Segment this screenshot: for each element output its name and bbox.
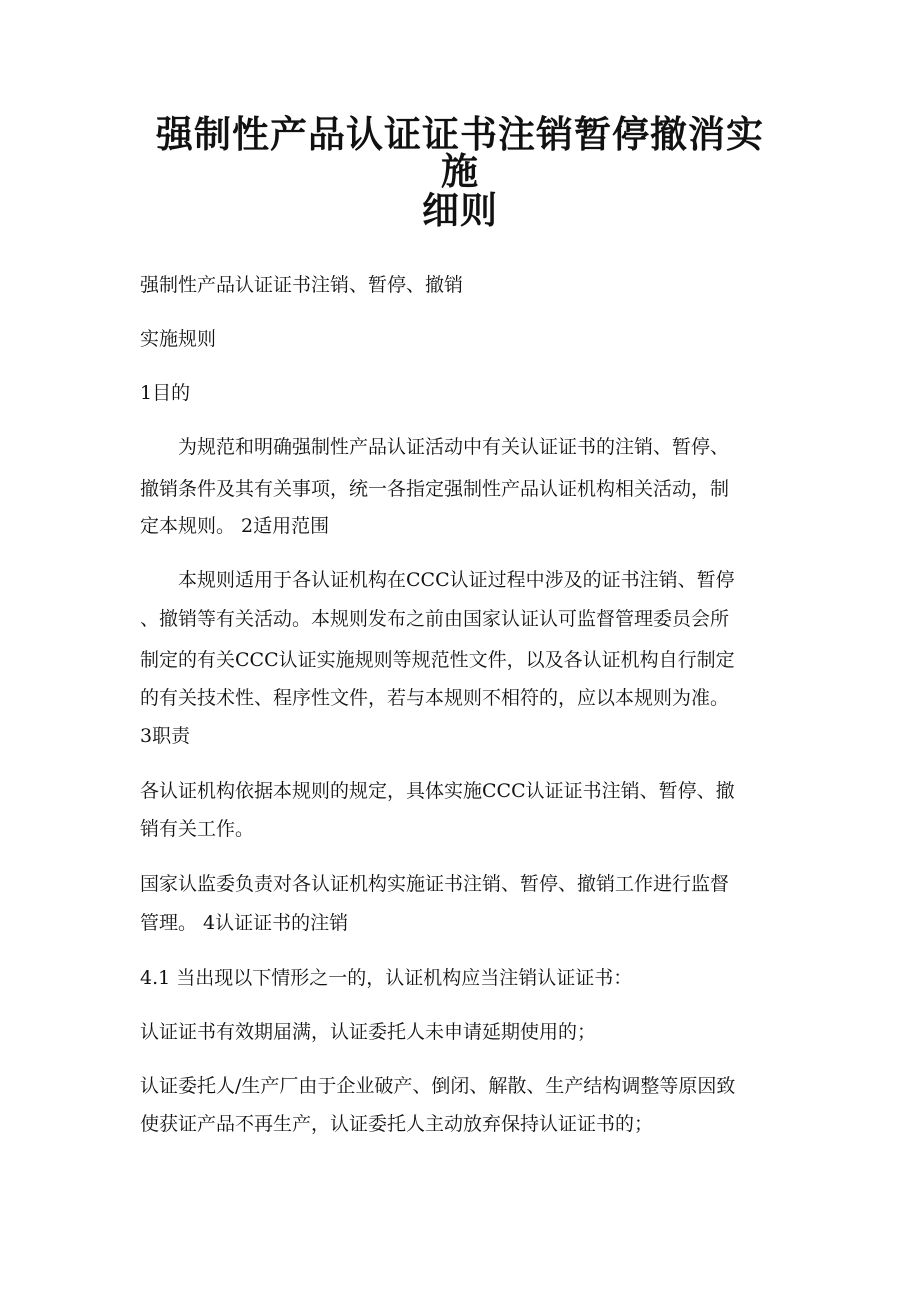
paragraph-line: 、撤销等有关活动。本规则发布之前由国家认证认可监督管理委员会所: [140, 608, 730, 630]
paragraph-line: 撤销条件及其有关事项，统一各指定强制性产品认证机构相关活动，制: [140, 478, 730, 500]
document-title-line-2: 细则: [422, 189, 498, 232]
subtitle-line: 强制性产品认证证书注销、暂停、撤销: [140, 274, 464, 296]
paragraph-line: 为规范和明确强制性产品认证活动中有关认证证书的注销、暂停、: [178, 436, 730, 458]
paragraph-line: 国家认监委负责对各认证机构实施证书注销、暂停、撤销工作进行监督: [140, 873, 730, 895]
paragraph-line: 的有关技术性、程序性文件，若与本规则不相符的，应以本规则为准。: [140, 687, 730, 709]
paragraph-line: 4.1 当出现以下情形之一的，认证机构应当注销认证证书：: [140, 967, 633, 989]
paragraph-line: 销有关工作。: [140, 818, 255, 840]
paragraph-line: 使获证产品不再生产，认证委托人主动放弃保持认证证书的；: [140, 1113, 654, 1135]
paragraph-line: 各认证机构依据本规则的规定，具体实施CCC认证证书注销、暂停、撤: [140, 780, 735, 802]
paragraph-line: 管理。 4认证证书的注销: [140, 912, 349, 934]
paragraph-line: 定本规则。 2适用范围: [140, 515, 330, 537]
section-heading: 3职责: [140, 725, 191, 747]
paragraph-line: 制定的有关CCC认证实施规则等规范性文件，以及各认证机构自行制定: [140, 649, 735, 671]
section-heading: 1目的: [140, 382, 191, 404]
paragraph-line: 本规则适用于各认证机构在CCC认证过程中涉及的证书注销、暂停: [178, 569, 735, 591]
paragraph-line: 认证委托人/生产厂由于企业破产、倒闭、解散、生产结构调整等原因致: [140, 1075, 736, 1097]
document-title-line-1: 强制性产品认证证书注销暂停撤消实施: [156, 113, 764, 193]
paragraph-line: 认证证书有效期届满，认证委托人未申请延期使用的；: [140, 1021, 597, 1043]
subtitle-line: 实施规则: [140, 328, 217, 350]
